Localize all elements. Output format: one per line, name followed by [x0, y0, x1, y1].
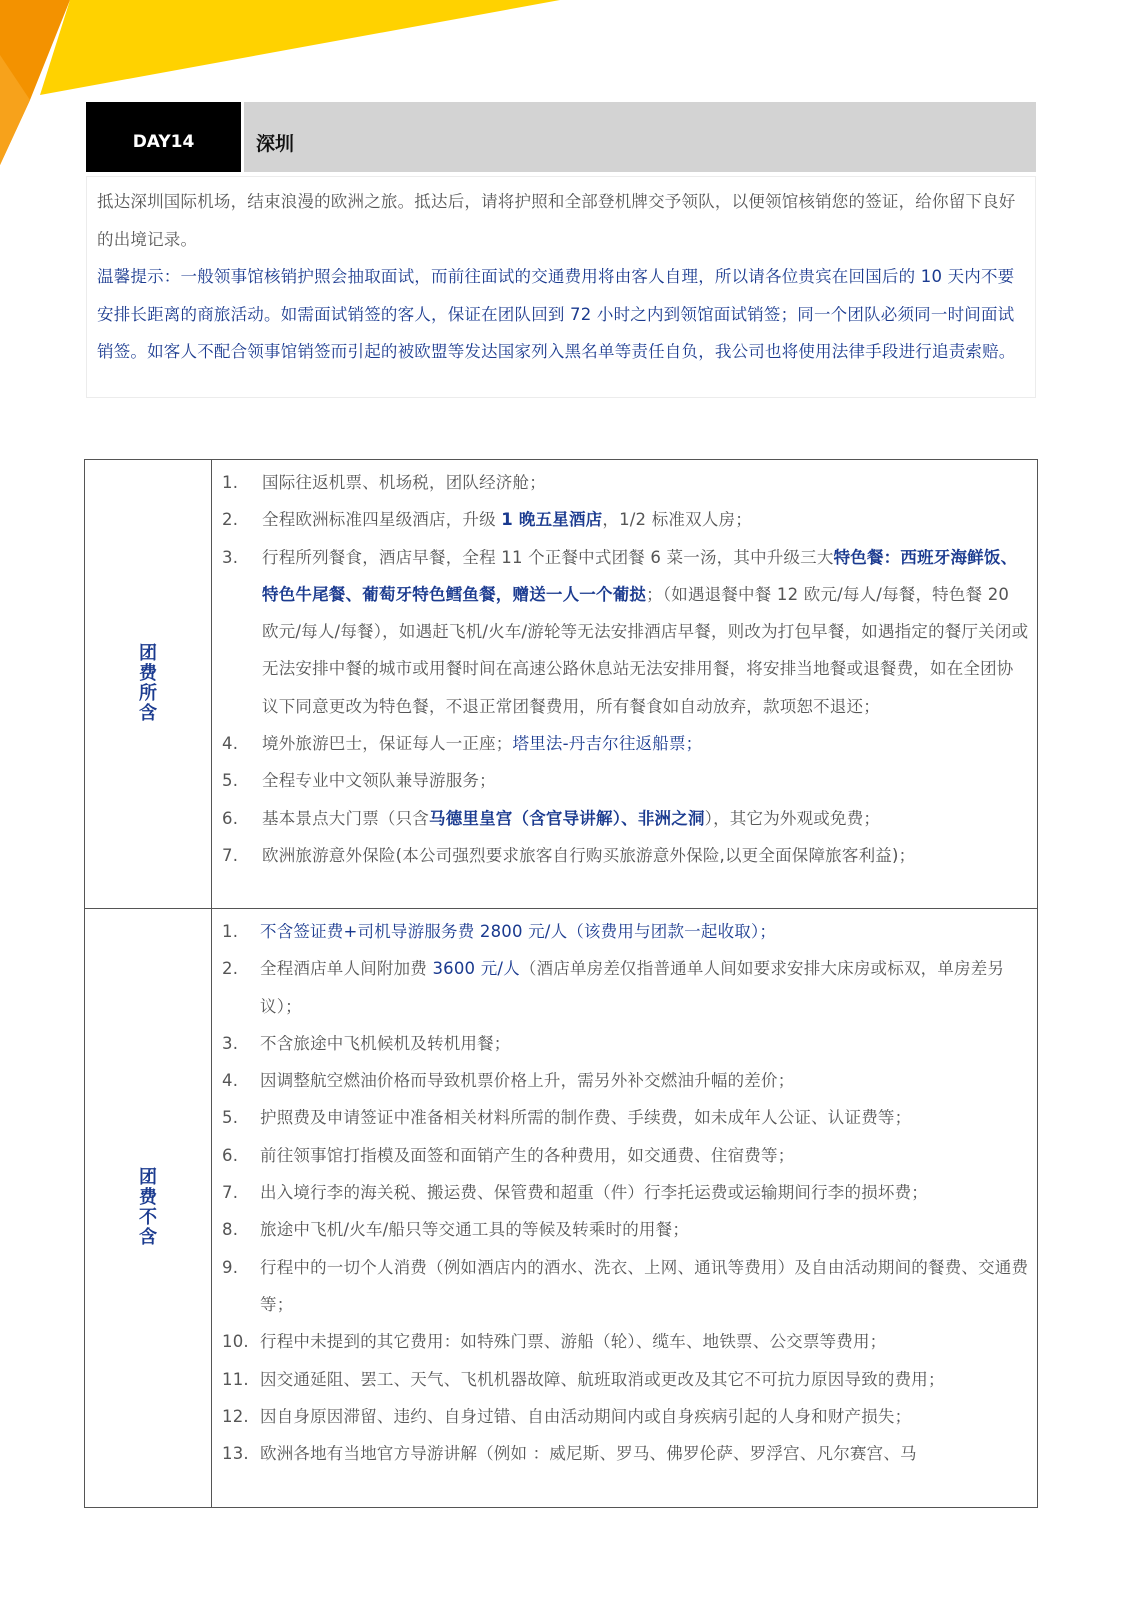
- excluded-list: [212, 909, 1037, 1472]
- list-item-text: 因调整航空燃油价格而导致机票价格上升，需另外补交燃油升幅的差价；: [260, 1071, 795, 1091]
- list-item-text: 境外旅游巴士，保证每人一正座；: [262, 734, 513, 754]
- list-item: [222, 762, 1029, 799]
- list-item-number: 4.: [222, 1071, 239, 1091]
- list-item-text: ，1/2 标准双人房；: [602, 510, 752, 530]
- day-header: [86, 102, 1036, 172]
- day-label: DAY14: [86, 102, 241, 172]
- list-item: [222, 1062, 1029, 1099]
- list-item: [222, 501, 1029, 538]
- list-item: [222, 1323, 1029, 1360]
- list-item-text: ），其它为外观或免费；: [704, 808, 881, 828]
- list-item-text: 旅途中飞机/火车/船只等交通工具的等候及转乘时的用餐；: [260, 1220, 690, 1240]
- list-item-text: 全程专业中文领队兼导游服务；: [262, 771, 496, 791]
- included-row: [85, 460, 1038, 909]
- list-item-text: 马德里皇宫（含官导讲解）、非洲之洞: [429, 808, 705, 828]
- excluded-row: [85, 909, 1038, 1508]
- list-item-text: 前往领事馆打指模及面签和面销产生的各种费用，如交通费、住宿费等；: [260, 1145, 795, 1165]
- list-item-text: ；（如遇退餐中餐 12 欧元/每人/每餐，特色餐 20 欧元/每人/每餐），如遇赶飞机/火车/游轮等无法安排酒店早餐，则改为打包早餐，如遇指定的餐厅关闭或无法安排中餐的城市或用餐时间在高速公路休息站无法安排用餐，将安排当地餐或退餐费，如在全团协议下同意更改为特色餐，不退正常团餐费用，所有餐食如自动放弃，款项恕不退还；: [262, 584, 1029, 716]
- list-item: [222, 913, 1029, 950]
- list-item-number: 12.: [222, 1406, 249, 1426]
- list-item-text: 欧洲旅游意外保险(本公司强烈要求旅客自行购买旅游意外保险,以更全面保障旅客利益)；: [262, 845, 916, 865]
- list-item-number: 4.: [222, 734, 239, 754]
- day-description-box: [86, 176, 1036, 398]
- list-item-text: 行程中的一切个人消费（例如酒店内的酒水、洗衣、上网、通讯等费用）及自由活动期间的餐费、交通费等；: [260, 1257, 1029, 1314]
- list-item-text: 不含旅途中飞机候机及转机用餐；: [260, 1033, 511, 1053]
- fee-table: [84, 459, 1038, 1508]
- list-item: [222, 1361, 1029, 1398]
- list-item-number: 7.: [222, 845, 239, 865]
- list-item: [222, 1249, 1029, 1324]
- list-item-text: 因交通延阻、罢工、天气、飞机机器故障、航班取消或更改及其它不可抗力原因导致的费用；: [260, 1369, 945, 1389]
- list-item-text: 因自身原因滞留、违约、自身过错、自由活动期间内或自身疾病引起的人身和财产损失；: [260, 1406, 912, 1426]
- included-list: [212, 460, 1037, 874]
- list-item-number: 8.: [222, 1220, 239, 1240]
- list-item-number: 6.: [222, 808, 239, 828]
- list-item-text: 1 晚五星酒店: [501, 510, 603, 530]
- list-item-number: 3.: [222, 1033, 239, 1053]
- list-item-number: 13.: [222, 1444, 249, 1464]
- list-item-number: 10.: [222, 1332, 249, 1352]
- list-item: [222, 725, 1029, 762]
- list-item-text: 出入境行李的海关税、搬运费、保管费和超重（件）行李托运费或运输期间行李的损坏费；: [260, 1183, 928, 1203]
- list-item: [222, 1174, 1029, 1211]
- list-item-text: 全程酒店单人间附加费: [260, 959, 433, 979]
- list-item: [222, 1099, 1029, 1136]
- list-item: [222, 1398, 1029, 1435]
- list-item: [222, 950, 1029, 1025]
- day-city: 深圳: [244, 102, 1036, 172]
- list-item-number: 7.: [222, 1183, 239, 1203]
- list-item-number: 5.: [222, 771, 239, 791]
- list-item-text: 护照费及申请签证中准备相关材料所需的制作费、手续费，如未成年人公证、认证费等；: [260, 1108, 912, 1128]
- excluded-label: 团费不含: [139, 1167, 157, 1248]
- list-item-text: 国际往返机票、机场税，团队经济舱；: [262, 473, 546, 492]
- list-item-text: 不含签证费+司机导游服务费 2800 元/人（该费用与团款一起收取）；: [260, 922, 777, 941]
- list-item-number: 11.: [222, 1369, 249, 1389]
- day-tip: 温馨提示：一般领事馆核销护照会抽取面试，而前往面试的交通费用将由客人自理，所以请各位贵宾在回国后的 10 天内不要安排长距离的商旅活动。如需面试销签的客人，保证在团队回到 72 小时之内到领馆面试销签；同一个团队必须同一时间面试销签。如客人不配合领事馆销签而引起的被欧盟等发达国家列入黑名单等责任自负，我公司也将使用法律手段进行追责索赔。: [97, 267, 1016, 361]
- list-item-text: 基本景点大门票（只含: [262, 808, 429, 828]
- list-item-text: 行程所列餐食，酒店早餐，全程 11 个正餐中式团餐 6 菜一汤，其中升级三大: [262, 547, 834, 567]
- list-item-number: 1.: [222, 473, 239, 492]
- included-label: 团费所含: [139, 643, 157, 724]
- list-item-text: 3600 元/人: [432, 959, 520, 979]
- list-item-text: （酒店单房差仅指普通单人间如要求安排大床房或标双，单房差另议）；: [260, 959, 1005, 1016]
- list-item-number: 2.: [222, 959, 239, 979]
- list-item-number: 1.: [222, 922, 239, 941]
- list-item-number: 9.: [222, 1257, 239, 1277]
- list-item: [222, 464, 1029, 501]
- list-item: [222, 1211, 1029, 1248]
- list-item-text: 特色餐：西班牙海鲜饭、特色牛尾餐、葡萄牙特色鳕鱼餐，赠送一人一个葡挞: [262, 547, 1018, 604]
- list-item: [222, 1435, 1029, 1472]
- list-item: [222, 800, 1029, 837]
- list-item-text: 塔里法-丹吉尔往返船票；: [512, 734, 703, 754]
- list-item-text: 行程中未提到的其它费用：如特殊门票、游船（轮）、缆车、地铁票、公交票等费用；: [260, 1332, 887, 1352]
- list-item-number: 3.: [222, 547, 239, 567]
- list-item-text: 欧洲各地有当地官方导游讲解（例如 ：威尼斯、罗马、佛罗伦萨、罗浮宫、凡尔赛宫、马: [260, 1444, 917, 1464]
- list-item-text: 全程欧洲标准四星级酒店，升级: [262, 510, 502, 530]
- list-item: [222, 837, 1029, 874]
- day-description: 抵达深圳国际机场，结束浪漫的欧洲之旅。抵达后，请将护照和全部登机牌交予领队，以便领馆核销您的签证，给你留下良好的出境记录。: [97, 192, 1016, 249]
- list-item-number: 5.: [222, 1108, 239, 1128]
- list-item-number: 2.: [222, 510, 239, 530]
- list-item: [222, 1025, 1029, 1062]
- list-item-number: 6.: [222, 1145, 239, 1165]
- list-item: [222, 1137, 1029, 1174]
- list-item: [222, 539, 1029, 725]
